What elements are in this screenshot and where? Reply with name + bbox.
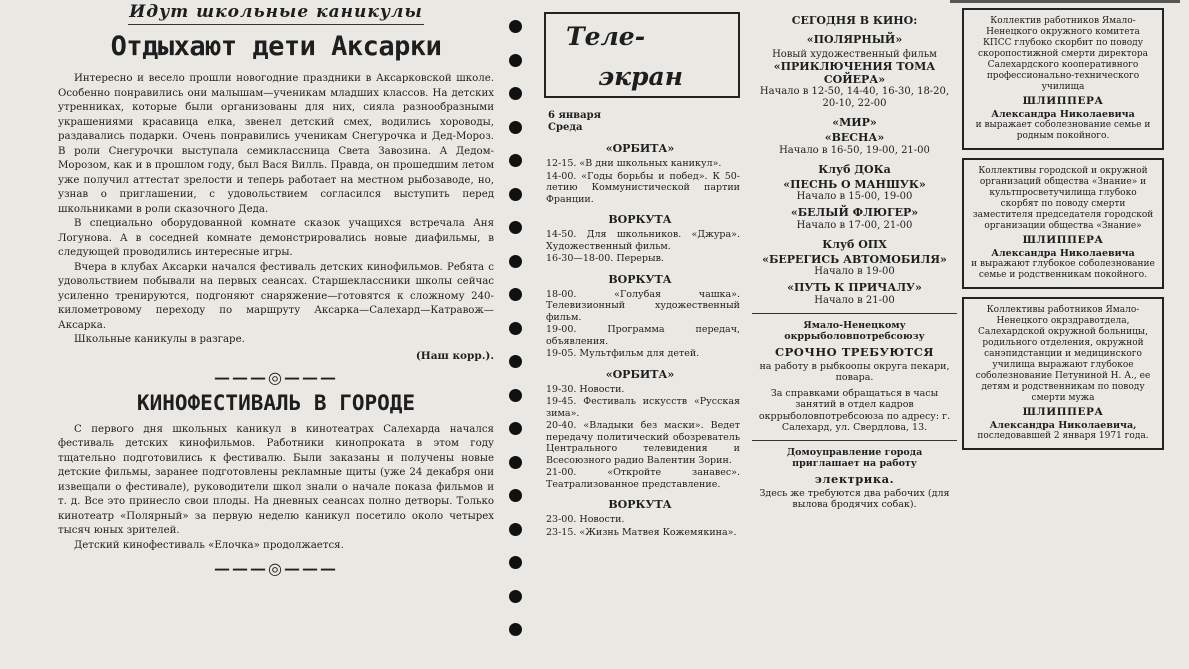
tv-title-line1: Теле-: [566, 22, 646, 51]
column-dot: [509, 288, 522, 301]
obituary-box: [962, 297, 1164, 450]
film-times: Начало в 19-00: [814, 266, 895, 277]
obituary-text: Коллективы городской и окружной организаций общества «Знание» и культпросветучилища глубоко скорбят по поводу смерти заместителя председателя городской организации общества «Знание»: [972, 166, 1154, 231]
column-dot: [509, 322, 522, 335]
column-dot: [509, 355, 522, 368]
column-dot: [509, 221, 522, 234]
article1-paragraph: Вчера в клубах Аксарки начался фестиваль детских кинофильмов. Ребята с удовольствием побывали на первых сеансах. Старшеклассники школы сейчас усиленно тренируются, подгоняют снаряжение—готовятся к сложному 240-километровому переходу по маршруту Аксарка—Салехард—Катравож—Аксарка.: [58, 261, 494, 331]
tv-program: 14-50. Для школьников. «Джура». Художественный фильм.: [546, 229, 740, 252]
article1-signature: (Наш корр.).: [415, 349, 494, 362]
column-dot: [509, 121, 522, 134]
film-times: Начало в 17-00, 21-00: [796, 219, 913, 231]
tv-program: 16-30—18-00. Перерыв.: [546, 253, 664, 264]
column-dot: [509, 523, 522, 536]
column-dot: [509, 188, 522, 201]
film-times: Начало в 15-00, 19-00: [796, 191, 913, 202]
article1-title: Отдыхают дети Аксарки: [110, 31, 442, 62]
film-title: «ПУТЬ К ПРИЧАЛУ»: [787, 281, 922, 294]
obituary-fullname: Александра Николаевича: [991, 248, 1135, 259]
cinema-title: СЕГОДНЯ В КИНО:: [791, 14, 918, 27]
cinema-name: «МИР»: [832, 116, 877, 129]
article2-paragraph: С первого дня школьных каникул в кинотеатрах Салехарда начался фестиваль детских кинофильмов. Работники кинопроката в этом году тщательно подготовились к фестивалю. Были заказаны и получены новые детские фильмы, заранее подготовлены рекламные щиты (уже 24 декабря они извещали о фестивале), руководители школ знали о начале показа фильмов и т. д. Все это принесло свои плоды. На дневных сеансах полно детворы. Только кинотеатр «Полярный» за первую неделю каникул посетило около четырех тысяч юных зрителей.: [58, 423, 494, 536]
column-dot: [509, 20, 522, 33]
tv-channel: «ОРБИТА»: [605, 367, 675, 381]
film-times: Начало в 12-50, 14-40, 16-30, 18-20, 20-10, 22-00: [759, 86, 950, 109]
tv-program: 18-00. «Голубая чашка». Телевизионный художественный фильм.: [546, 288, 740, 323]
tv-channel: ВОРКУТА: [608, 272, 672, 286]
obituary-surname: ШЛИППЕРА: [1022, 406, 1104, 418]
column-dot: [509, 590, 522, 603]
column-dot: [509, 489, 522, 502]
article1-paragraph: Интересно и весело прошли новогодние праздники в Аксарковской школе. Особенно понравились они малышам—ученикам младших классов. На детских утренниках, которые были организованы для них, сияла разнообразными украшениями красавица елка, звенел детский смех, водились хороводы, раздавались подарки. Очень понравились ученикам Снегурочка и Дед-Мороз. В роли Снегурочки выступала семиклассница Света Завозина. А Дедом-Морозом, как и в прошлом году, был Вася Вилль. Правда, он прошедшим летом уже получил аттестат зрелости и теперь работает на местном рыбозаводе, но, узнав о приглашении, с удовольствием согласился выступить перед школьниками в роли сказочного Деда.: [58, 73, 494, 215]
dot-column: [509, 20, 523, 657]
cinema-name: «ПОЛЯРНЫЙ»: [806, 33, 903, 46]
tv-program: 23-00. Новости.: [546, 514, 625, 525]
ad-contact: За справками обращаться в часы занятий в отдел кадров окррыболовпотребсоюза по адресу: г. Салехард, ул. Свердлова, 13.: [758, 387, 951, 433]
column-dot: [509, 154, 522, 167]
film-title: «ПЕСНЬ О МАНШУК»: [783, 177, 926, 191]
tv-channel: ВОРКУТА: [608, 498, 672, 511]
column-dot: [509, 623, 522, 636]
column-dot: [509, 54, 522, 67]
obituary-tail: и выражают глубокое соболезнование семье и родственникам покойного.: [971, 259, 1155, 280]
obituary-tail: последовавшей 2 января 1971 года.: [977, 431, 1149, 441]
tv-title-box: [544, 12, 740, 98]
column-dot: [509, 456, 522, 469]
cinema-listings: [752, 33, 957, 307]
ad-heading: СРОЧНО ТРЕБУЮТСЯ: [775, 344, 934, 359]
tv-program: 23-15. «Жизнь Матвея Кожемякина».: [546, 526, 737, 538]
tv-program: 19-30. Новости.: [546, 383, 625, 395]
film-title: «ВЕСНА»: [824, 131, 885, 144]
job-ad-fishery: [752, 313, 957, 434]
ad-org: Домоуправление города приглашает на работу: [786, 446, 923, 469]
section-divider: ———◎———: [214, 559, 338, 578]
tv-channel: ВОРКУТА: [608, 213, 672, 226]
obituary-box: [962, 158, 1164, 289]
cinema-note: Новый художественный фильм: [772, 49, 937, 60]
section-divider: ———◎———: [214, 367, 338, 387]
tv-program: 19-05. Мультфильм для детей.: [546, 348, 700, 359]
column-dot: [509, 389, 522, 402]
tv-schedule: [540, 142, 740, 538]
column-dot: [509, 255, 522, 268]
job-ad-housing: [752, 440, 957, 511]
ad-org: Ямало-Ненецкому окррыболовпотребсоюзу: [784, 319, 925, 342]
cinema-name: Клуб ДОКа: [818, 162, 891, 176]
ad-heading: электрика.: [814, 471, 895, 486]
obituary-text: Коллективы работников Ямало-Ненецкого окрздравотдела, Салехардской окружной больницы, родильного отделения, окружной санэпидстанции и медицинского училища выражают глубокое соболезнование Петуниной Н. А., ее детям и родственникам по поводу смерти мужа: [975, 305, 1151, 403]
kicker-rule: [128, 24, 424, 25]
obituary-box: [962, 8, 1164, 150]
obituary-list: [962, 8, 1164, 450]
ad-text: Здесь же требуются два рабочих (для вылова бродячих собак).: [759, 487, 950, 510]
article2-title: КИНОФЕСТИВАЛЬ В ГОРОДЕ: [136, 390, 416, 415]
obituary-text: Коллектив работников Ямало-Ненецкого окружного комитета КПСС глубоко скорбит по поводу скоропостижной смерти директора Салехардского кооперативного профессионально-технического училища: [978, 16, 1148, 92]
film-title: «БЕЛЫЙ ФЛЮГЕР»: [790, 206, 919, 219]
article1-paragraph: В специально оборудованной комнате сказок учащихся встречала Аня Логунова. А в соседней комнате демонстрировались новые диафильмы, в следующей проводились интересные игры.: [58, 218, 494, 258]
tv-program: 19-45. Фестиваль искусств «Русская зима».: [546, 396, 740, 419]
tv-program: 12-15. «В дни школьных каникул».: [546, 158, 722, 169]
obituary-fullname: Александра Николаевича,: [989, 420, 1137, 431]
tv-program: 14-00. «Годы борьбы и побед». К 50-летию Коммунистической партии Франции.: [546, 170, 740, 205]
ad-text: на работу в рыбкоопы округа пекари, повара.: [759, 360, 950, 383]
tv-column: [540, 0, 740, 669]
column-dot: [509, 556, 522, 569]
tv-channel: «ОРБИТА»: [605, 142, 675, 155]
film-times: Начало в 21-00: [814, 294, 895, 306]
obituary-column: [962, 0, 1164, 669]
tv-program: 21-00. «Откройте занавес». Театрализованное представление.: [546, 467, 740, 490]
obituary-fullname: Александра Николаевича: [991, 109, 1135, 120]
obituary-surname: ШЛИППЕРА: [1022, 234, 1104, 246]
obituary-tail: и выражает соболезнование семье и родным покойного.: [975, 120, 1151, 141]
film-times: Начало в 16-50, 19-00, 21-00: [779, 144, 930, 156]
tv-program: 19-00. Программа передач, объявления.: [546, 324, 740, 347]
cinema-column: [752, 0, 957, 669]
tv-date: 6 января Среда: [548, 110, 601, 133]
film-title: «БЕРЕГИСЬ АВТОМОБИЛЯ»: [762, 252, 947, 266]
article2-paragraph: Детский кинофестиваль «Елочка» продолжается.: [74, 539, 344, 551]
column-dot: [509, 422, 522, 435]
obituary-surname: ШЛИППЕРА: [1022, 95, 1104, 107]
film-title: «ПРИКЛЮЧЕНИЯ ТОМА СОЙЕРА»: [773, 60, 936, 86]
tv-title-line2: экран: [598, 62, 683, 91]
tv-program: 20-40. «Владыки без маски». Ведет передачу политический обозреватель Центрального телевидения и Всесоюзного радио Валентин Зорин.: [546, 420, 740, 466]
article1-kicker: Идут школьные каникулы: [129, 2, 423, 22]
articles-column: [58, 0, 494, 669]
article1-paragraph: Школьные каникулы в разгаре.: [74, 334, 245, 345]
cinema-name: Клуб ОПХ: [822, 237, 887, 251]
column-dot: [509, 87, 522, 100]
